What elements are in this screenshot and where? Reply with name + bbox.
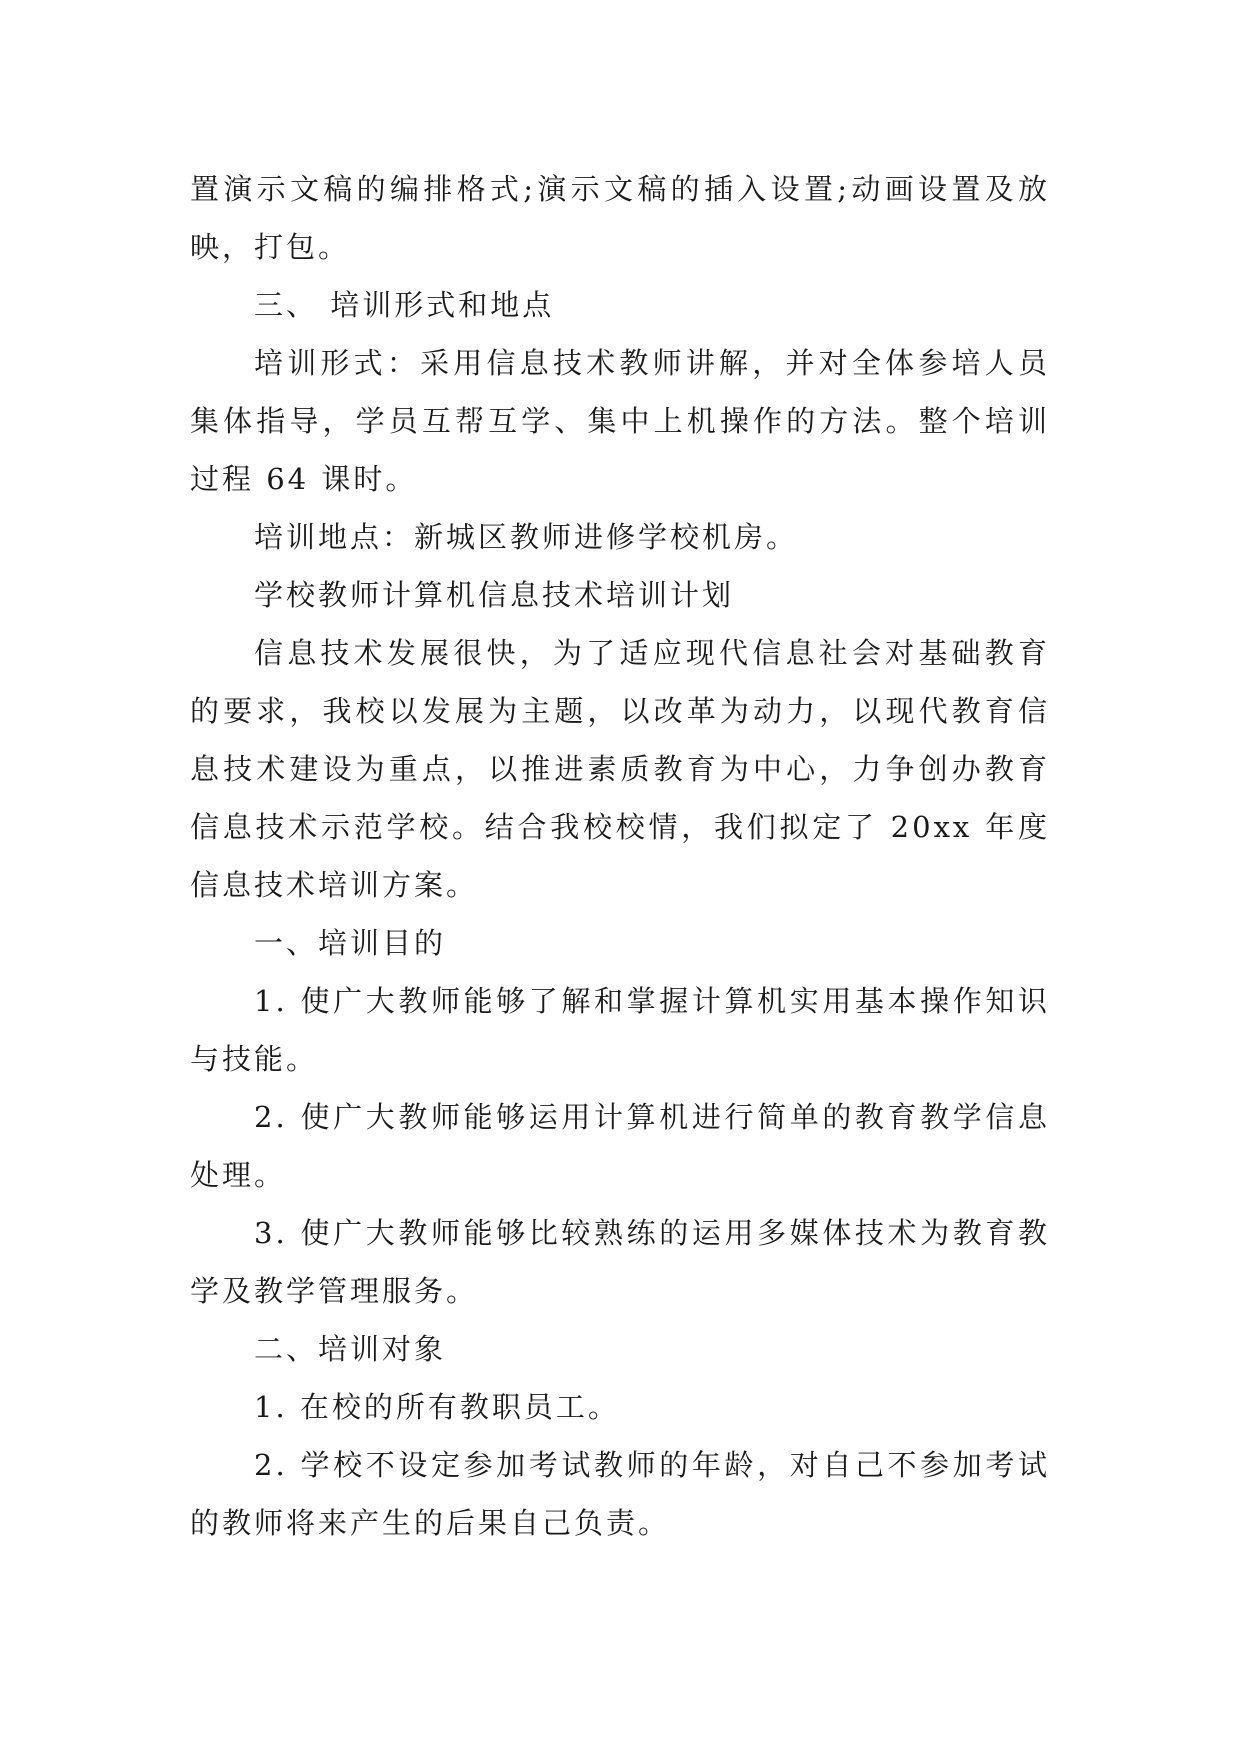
paragraph-training-format: 培训形式：采用信息技术教师讲解，并对全体参培人员集体指导，学员互帮互学、集中上机操作的方法。整个培训过程 64 课时。: [190, 346, 1050, 496]
list-item-goal-1: 1. 使广大教师能够了解和掌握计算机实用基本操作知识与技能。: [190, 984, 1050, 1076]
section-heading-3: 三、 培训形式和地点: [254, 288, 555, 322]
document-body: [190, 160, 1050, 1552]
paragraph-continuation: 置演示文稿的编排格式;演示文稿的插入设置;动画设置及放映，打包。: [190, 172, 1050, 264]
paragraph-intro: 信息技术发展很快，为了适应现代信息社会对基础教育的要求，我校以发展为主题，以改革为动力，以现代教育信息技术建设为重点，以推进素质教育为中心，力争创办教育信息技术示范学校。结合我校校情，我们拟定了 20xx 年度信息技术培训方案。: [190, 636, 1050, 902]
list-item-goal-3: 3. 使广大教师能够比较熟练的运用多媒体技术为教育教学及教学管理服务。: [190, 1216, 1050, 1308]
section-heading-1: 一、培训目的: [254, 926, 447, 960]
list-item-goal-2: 2. 使广大教师能够运用计算机进行简单的教育教学信息处理。: [190, 1100, 1050, 1192]
paragraph-training-location: 培训地点：新城区教师进修学校机房。: [254, 520, 799, 554]
section-heading-2: 二、培训对象: [254, 1332, 447, 1366]
list-item-target-1: 1. 在校的所有教职员工。: [254, 1390, 620, 1424]
list-item-target-2: 2. 学校不设定参加考试教师的年龄，对自己不参加考试的教师将来产生的后果自己负责。: [190, 1448, 1050, 1540]
document-title: 学校教师计算机信息技术培训计划: [254, 578, 735, 612]
